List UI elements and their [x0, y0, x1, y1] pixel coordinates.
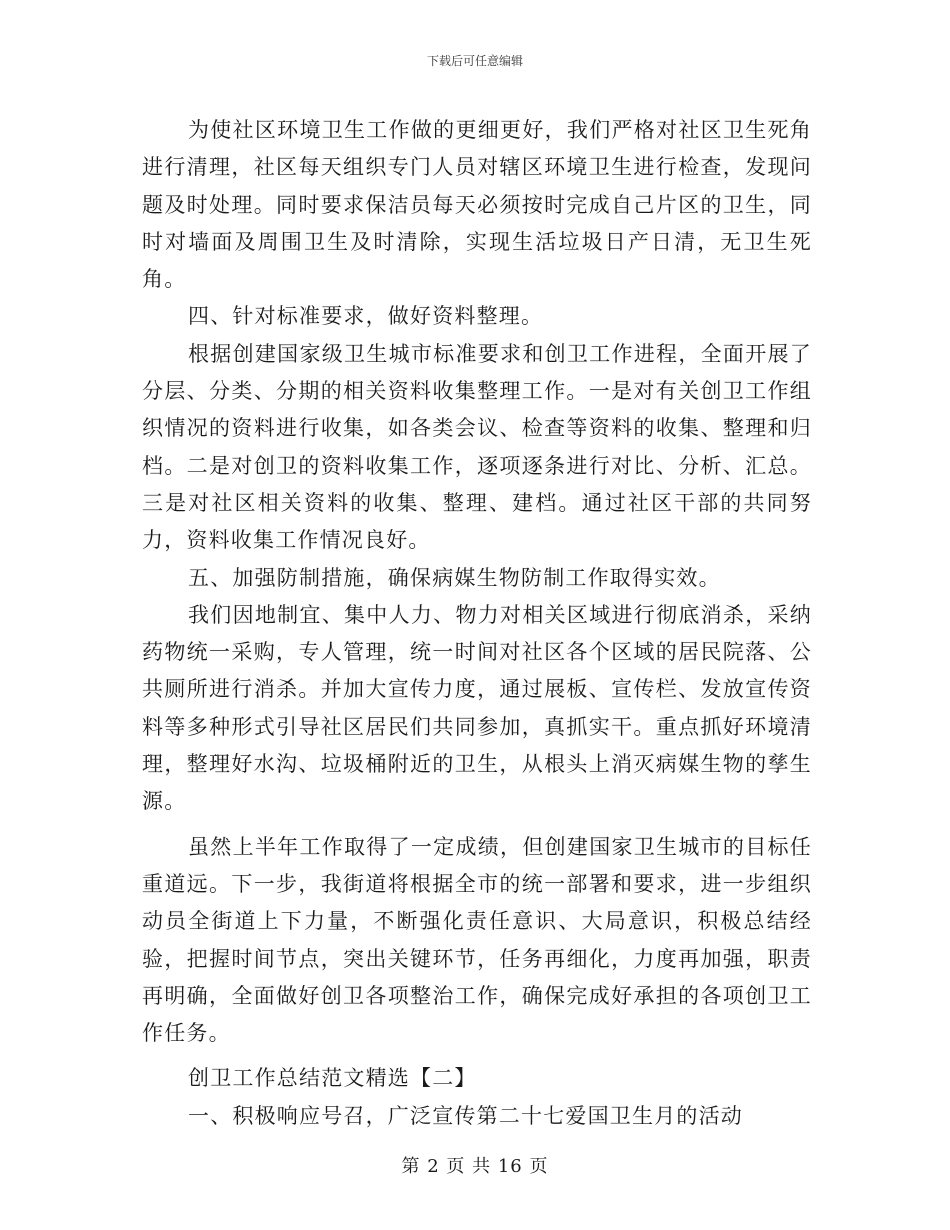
- document-body: [142, 112, 812, 1135]
- paragraph-sanitation: 为使社区环境卫生工作做的更细更好，我们严格对社区卫生死角进行清理，社区每天组织专门人员对辖区环境卫生进行检查，发现问题及时处理。同时要求保洁员每天必须按时完成自己片区的卫生，同时对墙面及周围卫生及时清除，实现生活垃圾日产日清，无卫生死角。: [142, 118, 812, 292]
- page-number: 第 2 页 共 16 页: [401, 1156, 549, 1177]
- section-heading-4: 四、针对标准要求，做好资料整理。: [188, 304, 544, 329]
- section-heading-5: 五、加强防制措施，确保病媒生物防制工作取得实效。: [188, 565, 721, 590]
- paragraph-next-steps: 虽然上半年工作取得了一定成绩，但创建国家卫生城市的目标任重道远。下一步，我街道将根据全市的统一部署和要求，进一步组织动员全街道上下力量，不断强化责任意识、大局意识，积极总结经验，把握时间节点，突出关键环节，任务再细化，力度再加强，职责再明确，全面做好创卫各项整治工作，确保完成好承担的各项创卫工作任务。: [142, 834, 812, 1046]
- paragraph-documentation: 根据创建国家级卫生城市标准要求和创卫工作进程，全面开展了分层、分类、分期的相关资料收集整理工作。一是对有关创卫工作组织情况的资料进行收集，如各类会议、检查等资料的收集、整理和归档。二是对创卫的资料收集工作，逐项逐条进行对比、分析、汇总。三是对社区相关资料的收集、整理、建档。通过社区干部的共同努力，资料收集工作情况良好。: [142, 341, 812, 553]
- section-title-2: 创卫工作总结范文精选【二】: [188, 1066, 477, 1091]
- page-header: 下载后可任意编辑: [426, 54, 523, 68]
- paragraph-pest-control: 我们因地制宜、集中人力、物力对相关区域进行彻底消杀，采纳药物统一采购，专人管理，统一时间对社区各个区域的居民院落、公共厕所进行消杀。并加大宣传力度，通过展板、宣传栏、发放宣传资料等多种形式引导社区居民们共同参加，真抓实干。重点抓好环境清理，整理好水沟、垃圾桶附近的卫生，从根头上消灭病媒生物的孳生源。: [142, 602, 812, 814]
- section-heading-1-part2: 一、积极响应号召，广泛宣传第二十七爱国卫生月的活动: [188, 1103, 743, 1128]
